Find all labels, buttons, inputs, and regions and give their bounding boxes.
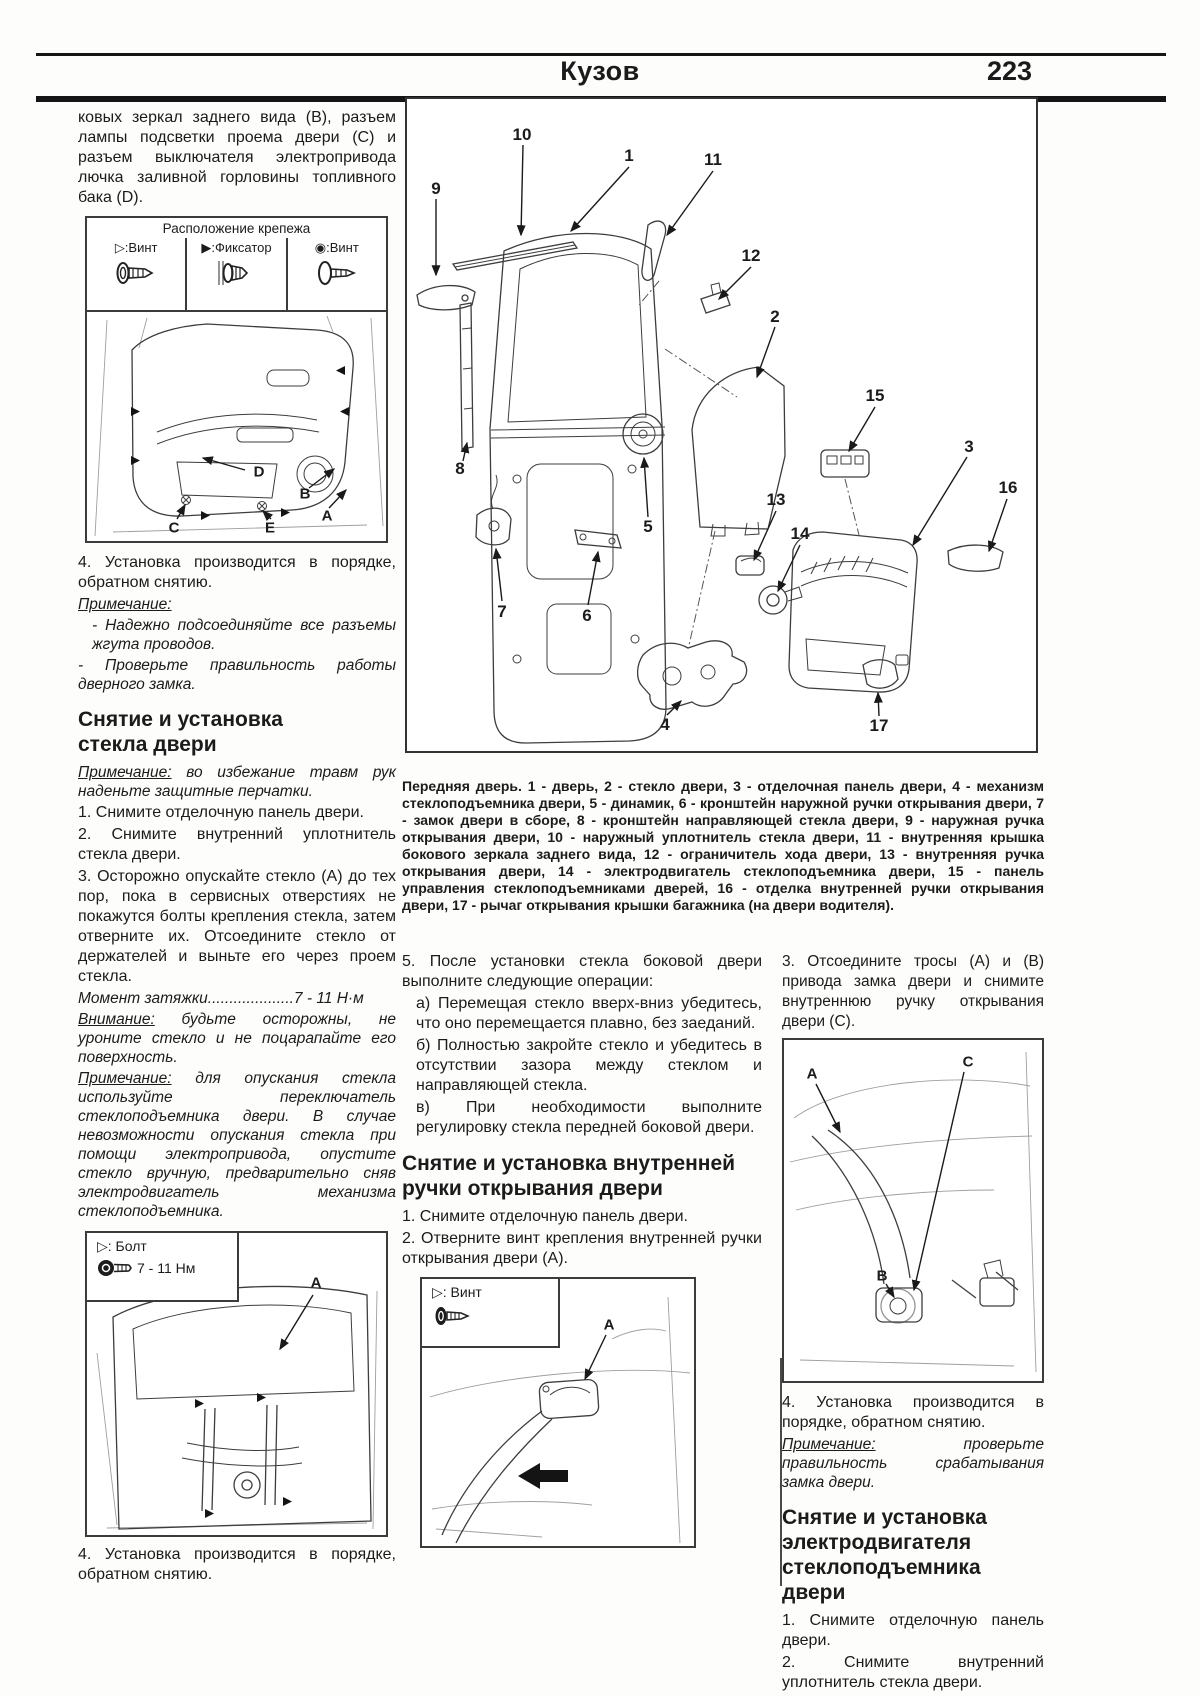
callout-16: 16: [998, 478, 1018, 497]
step-2: 2. Снимите внутренний уплотнитель стекла двери.: [782, 1654, 1044, 1691]
left-column: [78, 108, 396, 1587]
step-4-repeat: 4. Установка производится в порядке, обратном снятию.: [78, 1546, 396, 1583]
warning: [78, 1010, 396, 1067]
step-1: 1. Снимите отделочную панель двери.: [782, 1612, 1044, 1649]
note-text: во избежание травм рук наденьте защитные перчатки.: [78, 764, 396, 800]
callout-9: 9: [431, 179, 441, 198]
note-1-item: - Надежно подсоединяйте все разъемы жгута проводов.: [92, 617, 396, 653]
callout-13: 13: [766, 490, 786, 509]
section-title-glass: Снятие и установка стекла двери: [78, 708, 283, 756]
step-1: 1. Снимите отделочную панель двери.: [78, 804, 364, 821]
figure-inner-handle: [420, 1277, 696, 1548]
note-text: проверьте правильность срабатывания замка двери.: [782, 1436, 1044, 1491]
callout-2: 2: [770, 307, 780, 326]
callout-label-b: B: [299, 485, 311, 503]
callout-label-d: D: [253, 463, 265, 481]
note-label: Примечание:: [78, 764, 172, 781]
step-2: 2. Снимите внутренний уплотнитель стекла двери.: [78, 826, 396, 863]
note-1-label: [78, 595, 396, 614]
callout-10: 10: [512, 125, 532, 144]
step-5a: а) Перемещая стекло вверх-вниз убедитесь, что оно перемещается плавно, без заеданий.: [416, 995, 762, 1032]
note-2: [78, 763, 396, 801]
bolt-legend: [87, 1233, 239, 1302]
page-title: Кузов: [560, 56, 640, 86]
figure-window-regulator: [85, 1231, 388, 1537]
figure-door-trim-panel: [85, 216, 388, 543]
figure-lock-cables: [782, 1038, 1044, 1383]
bolt-legend-label: ▷: Болт: [97, 1238, 147, 1254]
callout-label-a: A: [806, 1065, 818, 1083]
fastener-legend-label: ◉:Винт: [314, 240, 359, 255]
screw-icon: [113, 256, 159, 290]
note-label: Примечание:: [78, 596, 172, 613]
lock-cables-drawing: [784, 1040, 1042, 1381]
right-column: [782, 952, 1044, 1695]
page-number: 223: [986, 56, 1032, 86]
callout-label-b: B: [876, 1267, 888, 1285]
callout-12: 12: [741, 246, 761, 265]
note-1-item: - Проверьте правильность работы дверного замка.: [78, 657, 396, 693]
callout-4: 4: [660, 715, 670, 734]
step-4: 4. Установка производится в порядке, обратном снятию.: [78, 554, 396, 591]
front-door-exploded-drawing: [407, 99, 1036, 751]
callout-15: 15: [865, 386, 885, 405]
warning-label: Внимание:: [78, 1011, 155, 1028]
callout-label-a: A: [603, 1316, 615, 1334]
callout-17: 17: [869, 716, 889, 735]
callout-7: 7: [497, 602, 507, 621]
screw-legend-label: ▷: Винт: [432, 1284, 482, 1300]
step-5: 5. После установки стекла боковой двери выполните следующие операции:: [402, 953, 762, 990]
callout-14: 14: [790, 524, 810, 543]
step-5b: б) Полностью закройте стекло и убедитесь в отсутствии зазора между стеклом и направляющей стекла.: [416, 1037, 762, 1094]
screw-icon: [314, 256, 360, 290]
step-5c: в) При необходимости выполните регулировку стекла передней боковой двери.: [416, 1099, 762, 1136]
note-label: Примечание:: [78, 1070, 172, 1087]
fastener-legend-row: [87, 238, 386, 312]
callout-label-a: A: [321, 507, 333, 525]
door-trim-drawing-area: [87, 312, 386, 541]
step-1: 1. Снимите отделочную панель двери.: [402, 1208, 688, 1225]
intro-paragraph: ковых зеркал заднего вида (B), разъем лампы подсветки проема двери (C) и разъем выключателя электропривода лючка заливной горловины топливного бака (D).: [78, 109, 396, 206]
callout-11: 11: [704, 150, 722, 169]
section-title-motor: Снятие и установка электродвигателя стеклоподъемника двери: [782, 1506, 987, 1604]
callout-label-e: E: [264, 519, 276, 537]
figure-front-door-exploded: [405, 97, 1038, 753]
note-label: Примечание:: [782, 1436, 876, 1453]
step-4: 4. Установка производится в порядке, обратном снятию.: [782, 1394, 1044, 1431]
callout-label-c: C: [168, 519, 180, 537]
callout-5: 5: [643, 517, 653, 536]
bolt-icon: [97, 1257, 133, 1279]
screw-icon: [432, 1303, 472, 1329]
callout-3: 3: [964, 437, 974, 456]
fastener-legend-cell-screw-front: [286, 238, 386, 310]
figure-caption: Передняя дверь. 1 - дверь, 2 - стекло двери, 3 - отделочная панель двери, 4 - механизм стеклоподъемника двери, 5 - динамик, 6 - кронштейн наружной ручки открывания двери, 7 - замок двери в сборе, 8 - кронштейн направляющей стекла двери, 9 - наружная ручка открывания двери, 10 - наружный уплотнитель стекла двери, 11 - внутренняя крышка бокового зеркала заднего вида, 12 - ограничитель хода двери, 13 - внутренняя ручка открывания двери, 14 - электродвигатель стеклоподъемника двери, 15 - панель управления стеклоподъемниками дверей, 16 - отделка внутренней ручки открывания двери, 17 - рычаг открывания крышки багажника (на двери водителя).: [402, 778, 1044, 913]
fastener-legend-label: ▷:Винт: [114, 240, 158, 255]
step-3: 3. Отсоедините тросы (A) и (B) привода замка двери и снимите внутреннюю ручку открывания двери (C).: [782, 953, 1044, 1030]
torque-spec: Момент затяжки....................7 - 11 Н·м: [78, 990, 364, 1007]
callout-1: 1: [624, 146, 634, 165]
step-2: 2. Отверните винт крепления внутренней ручки открывания двери (A).: [402, 1230, 762, 1267]
callout-6: 6: [582, 606, 592, 625]
note: [782, 1435, 1044, 1492]
step-3: 3. Осторожно опускайте стекло (A) до тех пор, пока в сервисных отверстиях не покажутся болты крепления стекла, затем отверните их. Отсоедините стекло от держателей и выньте его через проем стекла.: [78, 868, 396, 985]
note-3: [78, 1069, 396, 1221]
fastener-legend-cell-clip: [185, 238, 285, 310]
callout-8: 8: [455, 459, 465, 478]
clip-icon: [213, 256, 259, 290]
section-title-inner-handle: Снятие и установка внутренней ручки открывания двери: [402, 1152, 736, 1200]
note-text: для опускания стекла используйте переключатель стеклоподъемника двери. В случае невозможности опускания стекла при помощи электропривода, опустите стекло вручную, предварительно сняв электродвигатель механизма стеклоподъемника.: [78, 1070, 397, 1220]
callout-label-c: C: [962, 1053, 974, 1071]
fastener-legend-label: ▶:Фиксатор: [201, 240, 272, 255]
fastener-legend-title: Расположение крепежа: [162, 221, 311, 236]
fastener-legend-cell-screw: [87, 238, 185, 310]
warning-text: будьте осторожны, не уроните стекло и не поцарапайте его поверхность.: [78, 1011, 396, 1066]
screw-legend: [422, 1279, 560, 1348]
middle-column: [402, 952, 762, 1548]
door-trim-panel-drawing: [87, 312, 386, 541]
bolt-torque-value: 7 - 11 Нм: [137, 1260, 196, 1276]
callout-label-a: A: [310, 1274, 322, 1292]
